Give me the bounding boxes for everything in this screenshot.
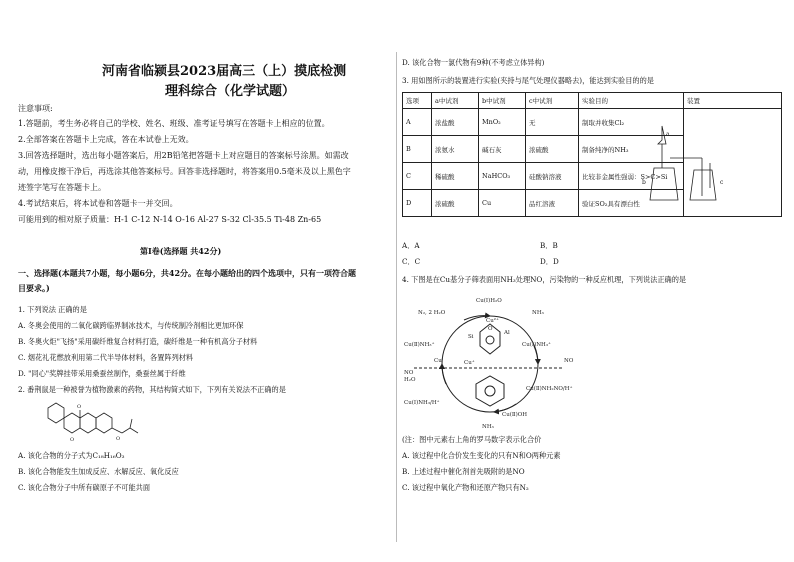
cell: NaHCO₃ (479, 163, 526, 190)
label-nh3-top: NH₃ (532, 310, 544, 316)
q1-option-c: C. 烟花礼花燃放利用第二代半导体材料，各置阵列材料 (18, 353, 194, 362)
q4-option-a: A. 该过程中化合价发生变化的只有N和O两种元素 (402, 451, 561, 460)
notice-line-1: 1.答题前，考生务必将自己的学校、姓名、班级、准考证号填写在答题卡上相应的位置。 (18, 119, 330, 128)
th-b-reagent: b中试剂 (479, 93, 526, 109)
molecule-structure (40, 398, 170, 448)
cell: MnO₂ (479, 109, 526, 136)
q4-option-c: C. 该过程中氧化产物和还原产物只有N₂ (402, 483, 529, 492)
reaction-cycle-diagram (404, 292, 580, 432)
label-si: Si (468, 334, 474, 340)
atomic-masses: 可能用到的相对原子质量：H-1 C-12 N-14 O-16 Al-27 S-32 Cl-35.5 Ti-48 Zn-65 (18, 215, 322, 224)
q2-stem: 2. 番荆鼠是一种被誉为植物激素的药物，其结构简式如下，下列有关说法不正确的是 (18, 385, 286, 394)
q3-option-d: D．D (540, 257, 559, 266)
label-cu-nh3-right: Cu(Ⅰ)NH₃⁺ (522, 342, 551, 348)
q2-option-a: A. 该化合物的分子式为C₁₈H₁₆O₃ (18, 451, 125, 460)
q3-option-b: B．B (540, 241, 558, 250)
label-n2-h2o: N₂, 2 H₂O (418, 310, 446, 316)
q1-stem: 1. 下列说法 正确的是 (18, 305, 87, 314)
mol-o-ether: O (116, 436, 121, 442)
label-al: Al (504, 330, 510, 336)
q1-option-a: A. 冬奥会使用的二氧化碳跨临界制冰技术，与传统制冷剂相比更加环保 (18, 321, 244, 330)
label-h2o: H₂O (404, 377, 416, 383)
label-cu-nh3-bl: Cu(Ⅰ)NH₃/H⁺ (404, 400, 440, 406)
cell: 验证SO₂具有漂白性 (579, 190, 684, 217)
section-heading-1: 一、选择题(本题共7小题，每小题6分，共42分。在每小题给出的四个选项中，只有一项符合题 (18, 268, 357, 278)
label-cu-h2o: Cu(I)H₂O (476, 298, 502, 304)
th-option: 选项 (403, 93, 432, 109)
label-cu-plus: Cu⁺ (464, 360, 475, 366)
label-no-right: NO (564, 358, 574, 364)
label-o: O (488, 326, 493, 332)
cell: 制取并收集Cl₂ (579, 109, 684, 136)
notice-line-6: 4.考试结束后，将本试卷和答题卡一并交回。 (18, 199, 178, 208)
cell: 浓氨水 (432, 136, 479, 163)
q2-option-b: B. 该化合物能发生加成反应、水解反应、氧化反应 (18, 467, 179, 476)
section-heading-2: 目要求。) (18, 283, 50, 293)
label-cu2: Cu²⁺ (486, 318, 499, 324)
notice-line-5: 迹签字笔写在答题卡上。 (18, 183, 106, 192)
q2-option-d: D. 该化合物一氯代物有9种(不考虑立体异构) (402, 58, 545, 67)
cell: A (403, 109, 432, 136)
cell: 比较非金属性强弱：S>C>Si (579, 163, 684, 190)
cell: 稀硫酸 (432, 163, 479, 190)
exam-subtitle: 理科综合（化学试题） (165, 84, 296, 99)
label-cu-i: Cuᴵ (434, 358, 444, 364)
label-a: a (666, 131, 670, 138)
table-header-row (403, 93, 782, 109)
q3-option-a: A．A (402, 241, 420, 250)
label-b: b (642, 179, 646, 186)
cell: 碱石灰 (479, 136, 526, 163)
q1-option-d: D. "同心"奖牌挂带采用桑蚕丝制作，桑蚕丝属于纤维 (18, 369, 186, 378)
th-a-reagent: a中试剂 (432, 93, 479, 109)
apparatus-diagram (640, 118, 740, 210)
part-title: 第Ⅰ卷(选择题 共42分) (140, 246, 222, 256)
label-no-left: NO (404, 370, 414, 376)
label-cu-nh2no: Cu(Ⅱ)NH₂NO/H⁺ (526, 386, 573, 392)
q3-option-c: C．C (402, 257, 421, 266)
cell: 浓硫酸 (432, 190, 479, 217)
notice-line-2: 2.全部答案在答题卡上完成，答在本试卷上无效。 (18, 135, 194, 144)
notice-heading: 注意事项: (18, 104, 53, 113)
label-cu-oh: Cu(Ⅱ)OH (502, 412, 528, 418)
q3-stem: 3. 用如图所示的装置进行实验(夹持与尾气处理仪器略去)，能达到实验目的的是 (402, 76, 654, 85)
cell: 无 (526, 109, 579, 136)
exam-title: 河南省临颍县2023届高三（上）摸底检测 (102, 64, 347, 79)
cell: 硅酸钠溶液 (526, 163, 579, 190)
q2-option-c: C. 该化合物分子中所有碳原子不可能共面 (18, 483, 151, 492)
cell: D (403, 190, 432, 217)
mol-o-ring: O (70, 437, 75, 443)
q4-note: (注：图中元素右上角的罗马数字表示化合价 (402, 435, 542, 444)
q4-option-b: B. 上述过程中催化剂首先吸附的是NO (402, 467, 525, 476)
cell: 浓盐酸 (432, 109, 479, 136)
cell: B (403, 136, 432, 163)
cell: 浓硫酸 (526, 136, 579, 163)
notice-line-4: 动，用橡皮擦干净后，再选涂其他答案标号。回答非选择题时，将答案用0.5毫米及以上黑色字 (18, 167, 351, 176)
cell: Cu (479, 190, 526, 217)
th-apparatus: 装置 (684, 93, 782, 109)
q4-stem: 4. 下图是在Cu基分子筛表面用NH₃处理NO，污染物的一种反应机理，下列说法正确的是 (402, 275, 687, 284)
label-c: c (720, 179, 724, 186)
q1-option-b: B. 冬奥火炬"飞扬"采用碳纤维复合材料打造，碳纤维是一种有机高分子材料 (18, 337, 258, 346)
cell: 品红溶液 (526, 190, 579, 217)
cell: C (403, 163, 432, 190)
label-nh3-bottom: NH₃ (482, 424, 494, 430)
mol-o-top: O (77, 404, 82, 410)
column-divider (396, 52, 397, 542)
th-c-reagent: c中试剂 (526, 93, 579, 109)
th-purpose: 实验目的 (579, 93, 684, 109)
label-cu-nh3-left: Cu(Ⅱ)NH₃⁺ (404, 342, 435, 348)
cell: 制备纯净的NH₃ (579, 136, 684, 163)
notice-line-3: 3.回答选择题时，选出每小题答案后，用2B铅笔把答题卡上对应题目的答案标号涂黑。如需改 (18, 151, 349, 160)
